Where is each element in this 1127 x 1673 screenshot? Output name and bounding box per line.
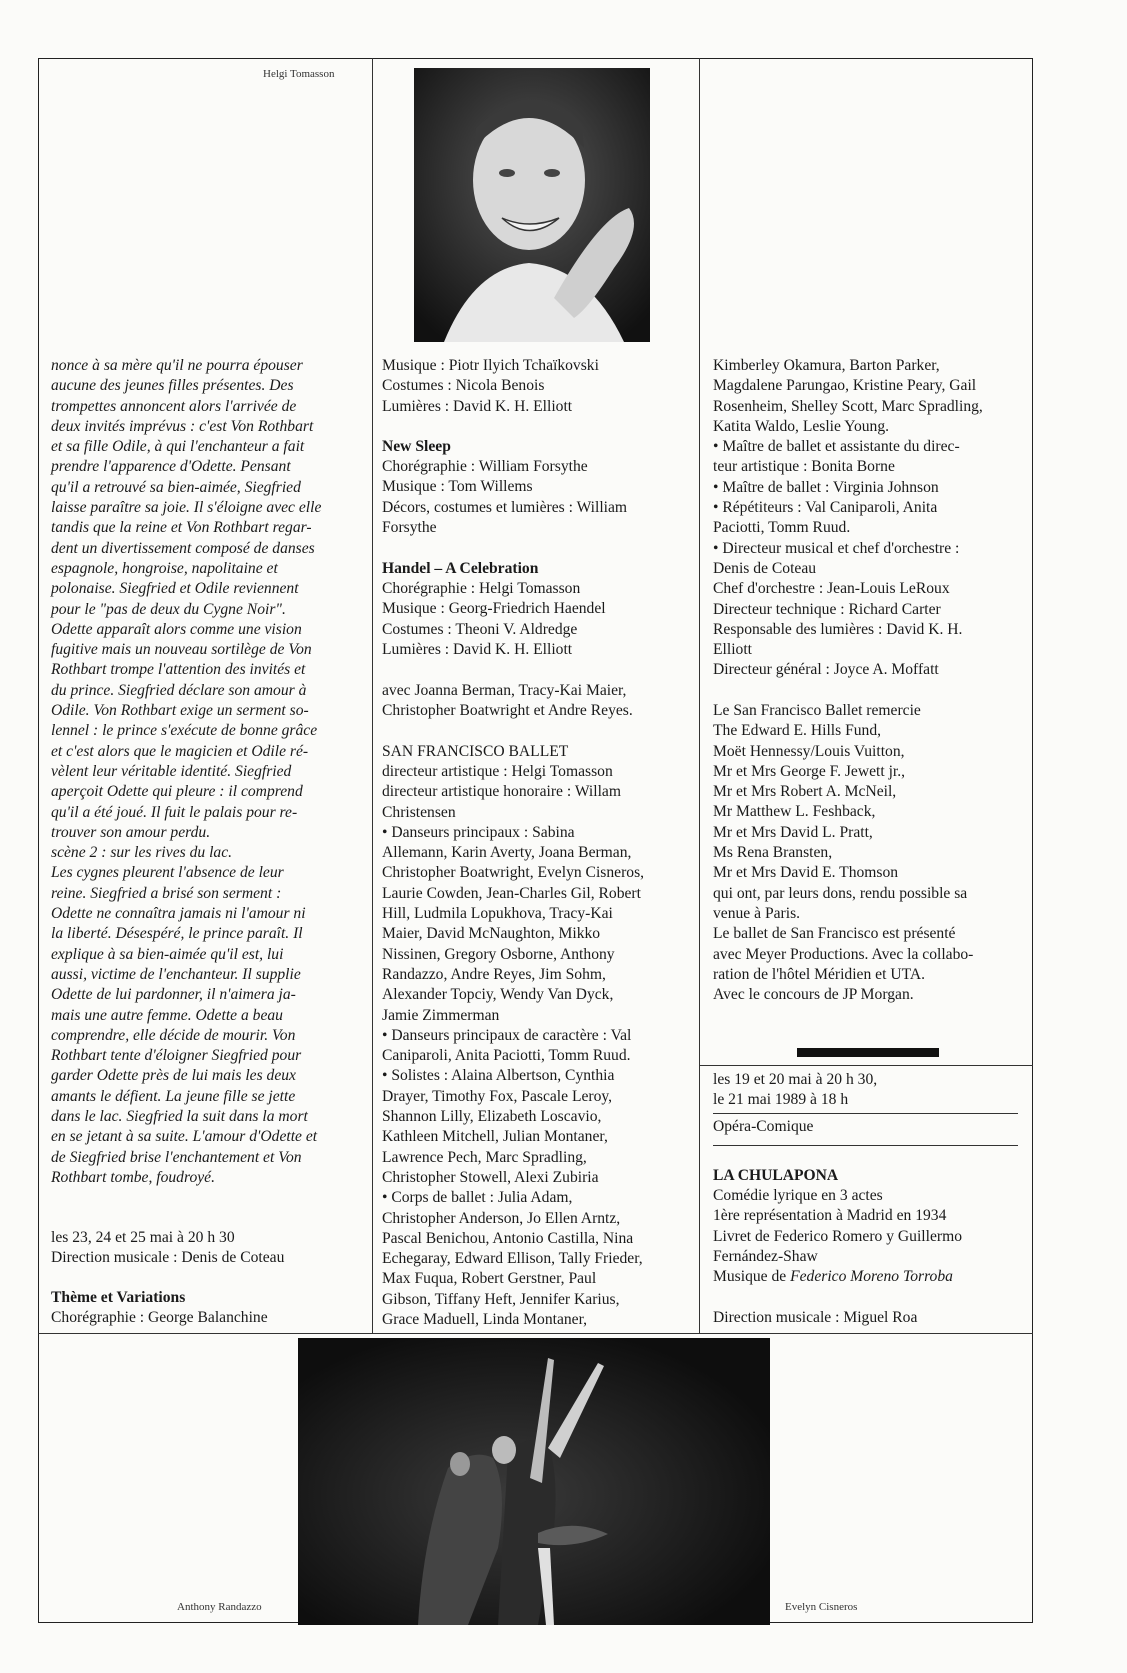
portrait-illustration bbox=[414, 68, 650, 342]
swan-lake-credits: Musique : Piotr Ilyich Tchaïkovski Costumes : Nicola Benois Lumières : David K. H. Elliott bbox=[382, 357, 599, 415]
section-bar bbox=[797, 1048, 939, 1057]
sfb-roster: directeur artistique : Helgi Tomasson directeur artistique honoraire : Willam Christensen • Danseurs principaux : Sabina Allemann, Karin Averty, Joana Berman, Christopher Boatwright, Evelyn Cisneros, Laurie Cowden, Jean-Charles Gil, Robert Hill, Ludmila Lopukhova, Tracy-Kai Maier, David McNaughton, Mikko Nissinen, Gregory Osborne, Anthony Randazzo, Andre Reyes, Jim Sohm, Alexander Topciy, Wendy Van Dyck, Jamie Zimmerman • Danseurs principaux de caractère : Val Caniparoli, Anita Paciotti, Tomm Ruud. • Solistes : Alaina Albertson, Cynthia Drayer, Timothy Fox, Pascale Leroy, Shannon Lilly, Elizabeth Loscavio, Kathleen Mitchell, Julian Montaner, Lawrence Pech, Marc Spradling, Christopher Stowell, Alexi Zubiria • Corps de ballet : Julia Adam, Christopher Anderson, Jo Ellen Arntz, Pascal Benichou, Antonio Castilla, Nina Echegaray, Edward Ellison, Tally Frieder, Max Fuqua, Robert Gerstner, Paul Gibson, Tiffany Heft, Jennifer Karius, Grace Maduell, Linda Montaner, bbox=[382, 763, 645, 1329]
next-performance-dates: les 19 et 20 mai à 20 h 30, le 21 mai 1989 à 18 h bbox=[713, 1071, 878, 1109]
chulapona-title: LA CHULAPONA bbox=[713, 1167, 839, 1184]
ballet-performance-photo bbox=[298, 1338, 770, 1625]
photo-caption-left: Anthony Randazzo bbox=[177, 1601, 262, 1613]
theme-variations-credit: Chorégraphie : George Balanchine bbox=[51, 1309, 268, 1326]
bottom-section-rule bbox=[38, 1333, 1033, 1334]
performance-dates: les 23, 24 et 25 mai à 20 h 30 Direction musicale : Denis de Coteau bbox=[51, 1229, 285, 1267]
portrait-photo bbox=[414, 68, 650, 342]
new-sleep-credits: Chorégraphie : William Forsythe Musique : Tom Willems Décors, costumes et lumières : William Forsythe bbox=[382, 458, 628, 536]
handel-credits: Chorégraphie : Helgi Tomasson Musique : Georg-Friedrich Haendel Costumes : Theoni V. Aldredge Lumières : David K. H. Elliott bbox=[382, 580, 606, 658]
photo-caption-helgi: Helgi Tomasson bbox=[263, 68, 335, 80]
music-prefix: Musique de bbox=[713, 1268, 791, 1285]
music-composer: Federico Moreno Torroba bbox=[790, 1268, 953, 1285]
column-divider-right bbox=[699, 58, 700, 1333]
chulapona-details: Comédie lyrique en 3 actes 1ère représentation à Madrid en 1934 Livret de Federico Romero y Guillermo Fernández-Shaw bbox=[713, 1187, 962, 1265]
chulapona-music bbox=[713, 1267, 1028, 1287]
sponsors-thanks: Le San Francisco Ballet remercie The Edward E. Hills Fund, Moët Hennessy/Louis Vuitton, Mr et Mrs George F. Jewett jr., Mr et Mrs Robert A. McNeil, Mr Matthew L. Feshback, Mr et Mrs David L. Pratt, Ms Rena Bransten, Mr et Mrs David E. Thomson qui ont, par leurs dons, rendu possible sa venue à Paris. Le ballet de San Francisco est présenté avec Meyer Productions. Avec la collabo- ration de l'hôtel Méridien et UTA. Avec le concours de JP Morgan. bbox=[713, 702, 974, 1004]
theme-variations-title: Thème et Variations bbox=[51, 1289, 186, 1306]
column-divider-left bbox=[372, 58, 373, 1333]
dancers-illustration bbox=[298, 1338, 770, 1625]
section-rule-bottom bbox=[713, 1145, 1018, 1146]
chulapona-direction: Direction musicale : Miguel Roa bbox=[713, 1309, 918, 1326]
new-sleep-title: New Sleep bbox=[382, 438, 451, 455]
handel-cast: avec Joanna Berman, Tracy-Kai Maier, Christopher Boatwright et Andre Reyes. bbox=[382, 682, 633, 720]
venue-name: Opéra-Comique bbox=[713, 1118, 814, 1135]
section-rule-top bbox=[699, 1065, 1033, 1066]
handel-title: Handel – A Celebration bbox=[382, 560, 539, 577]
company-staff: Kimberley Okamura, Barton Parker, Magdalene Parungao, Kristine Peary, Gail Rosenheim, Shelley Scott, Marc Spradling, Katita Waldo, Leslie Young. • Maître de ballet et assistante du direc- teur artistique : Bonita Borne • Maître de ballet : Virginia Johnson • Répétiteurs : Val Caniparoli, Anita Paciotti, Tomm Ruud. • Directeur musical et chef d'orchestre : Denis de Coteau Chef d'orchestre : Jean-Louis LeRoux Directeur technique : Richard Carter Responsable des lumières : David K. H. Elliott Directeur général : Joyce A. Moffatt bbox=[713, 357, 983, 679]
photo-caption-right: Evelyn Cisneros bbox=[785, 1601, 858, 1613]
section-rule-mid bbox=[713, 1113, 1018, 1114]
sfb-title: SAN FRANCISCO BALLET bbox=[382, 743, 569, 760]
synopsis-text: nonce à sa mère qu'il ne pourra épouser aucune des jeunes filles présentes. Des trompettes annoncent alors l'arrivée de deux invités imprévus : c'est Von Rothbart et sa fille Odile, à qui l'enchanteur a fait prendre l'apparence d'Odette. Pensant qu'il a retrouvé sa bien-aimée, Siegfried laisse paraître sa joie. Il s'éloigne avec elle tandis que la reine et Von Rothbart regar- dent un divertissement composé de danses espagnole, hongroise, napolitaine et polonaise. Siegfried et Odile reviennent pour le "pas de deux du Cygne Noir". Odette apparaît alors comme une vision fugitive mais un nouveau sortilège de Von Rothbart trompe l'attention des invités et du prince. Siegfried déclare son amour à Odile. Von Rothbart exige un serment so- lennel : le prince s'exécute de bonne grâce et c'est alors que le magicien et Odile ré- vèlent leur véritable identité. Siegfried aperçoit Odette qui pleure : il comprend qu'il a été joué. Il fuit le palais pour re- trouver son amour perdu. scène 2 : sur les rives du lac. Les cygnes pleurent l'absence de leur reine. Siegfried a brisé son serment : Odette ne connaîtra jamais ni l'amour ni la liberté. Désespéré, le prince paraît. Il explique à sa bien-aimée qu'il est, lui aussi, victime de l'enchanteur. Il supplie Odette de lui pardonner, il n'aimera ja- mais une autre femme. Odette a beau comprendre, elle décide de mourir. Von Rothbart tente d'éloigner Siegfried pour garder Odette près de lui mais les deux amants le défient. La jeune fille se jette dans le lac. Siegfried la suit dans la mort en se jetant à sa suite. L'amour d'Odette et de Siegfried brise l'enchantement et Von Rothbart tombe, foudroyé. bbox=[51, 357, 322, 1186]
